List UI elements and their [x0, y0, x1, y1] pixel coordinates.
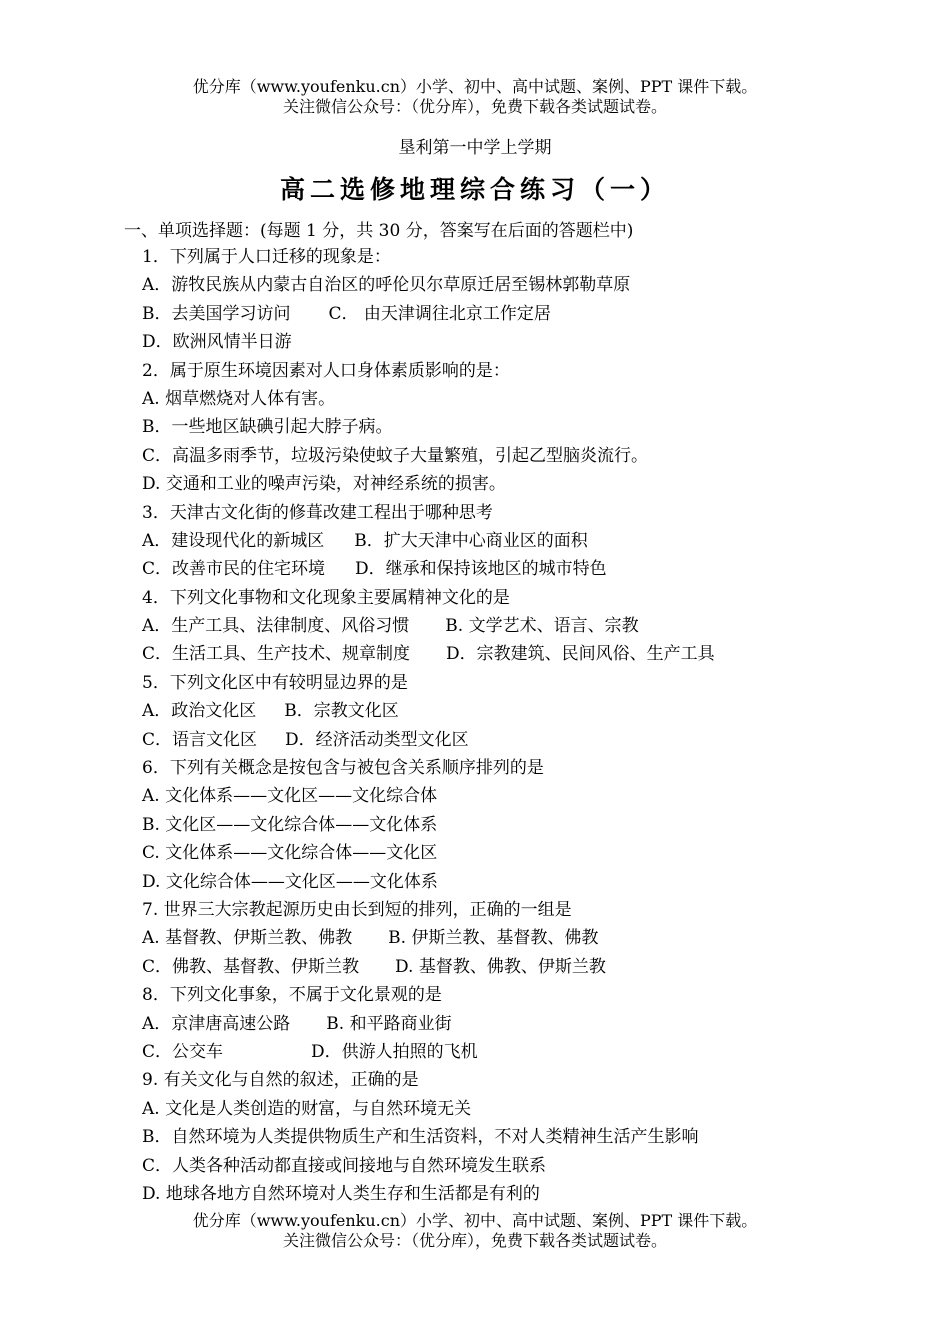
question-8-stem: 8．下列文化事象，不属于文化景观的是	[142, 985, 442, 1006]
question-4-options-ab	[142, 612, 715, 640]
question-2-option-a: A. 烟草燃烧对人体有害。	[142, 388, 336, 409]
question-2-option-b: B．一些地区缺碘引起大脖子病。	[142, 417, 393, 438]
promo-footer	[0, 1211, 950, 1251]
question-7-stem: 7. 世界三大宗教起源历史由长到短的排列，正确的一组是	[142, 899, 572, 920]
question-4-option-d: D．宗教建筑、民间风俗、生产工具	[446, 644, 715, 665]
section-heading: 一、单项选择题：(每题 1 分，共 30 分，答案写在后面的答题栏中)	[124, 221, 634, 241]
question-5-option-c: C．语言文化区	[142, 729, 258, 750]
question-7-option-d: D. 基督教、佛教、伊斯兰教	[395, 956, 606, 977]
promo-header-line-2: 关注微信公众号：（优分库），免费下载各类试题试卷。	[282, 97, 667, 116]
question-1-stem: 1．下列属于人口迁移的现象是：	[142, 247, 391, 267]
question-5-option-d: D．经济活动类型文化区	[285, 729, 469, 750]
question-2-option-d: D. 交通和工业的噪声污染，对神经系统的损害。	[142, 474, 506, 495]
question-3-stem: 3．天津古文化街的修葺改建工程出于哪种思考	[142, 502, 493, 523]
question-3-options-ab	[142, 527, 715, 555]
question-2-option-c: C．高温多雨季节，垃圾污染使蚊子大量繁殖，引起乙型脑炎流行。	[142, 445, 649, 466]
question-1-options-bc	[142, 300, 715, 328]
promo-header-line-1: 优分库（www.youfenku.cn）小学、初中、高中试题、案例、PPT 课件下载。	[192, 77, 758, 96]
question-3-option-c: C．改善市民的住宅环境	[142, 559, 326, 580]
question-5-option-b: B．宗教文化区	[284, 701, 399, 722]
promo-footer-line-1: 优分库（www.youfenku.cn）小学、初中、高中试题、案例、PPT 课件下载。	[192, 1211, 758, 1230]
question-3-option-d: D．继承和保持该地区的城市特色	[355, 559, 607, 580]
question-9-option-d: D. 地球各地方自然环境对人类生存和生活都是有利的	[142, 1183, 540, 1204]
question-7-option-a: A. 基督教、伊斯兰教、佛教	[142, 928, 353, 949]
question-8-option-a: A．京津唐高速公路	[142, 1013, 291, 1034]
question-8-option-c: C．公交车	[142, 1041, 224, 1062]
question-3-option-a: A．建设现代化的新城区	[142, 530, 325, 551]
school-name: 垦利第一中学上学期	[398, 138, 552, 158]
question-5-options-ab	[142, 697, 715, 725]
question-9-option-b: B．自然环境为人类提供物质生产和生活资料，不对人类精神生活产生影响	[142, 1127, 699, 1148]
document-title: 高二选修地理综合练习（一）	[279, 175, 670, 204]
question-6-option-a: A. 文化体系——文化区——文化综合体	[142, 786, 438, 807]
question-8-options-cd	[142, 1038, 715, 1066]
question-8-option-d: D．供游人拍照的飞机	[311, 1041, 478, 1062]
question-4-stem: 4．下列文化事物和文化现象主要属精神文化的是	[142, 587, 510, 608]
question-2-stem: 2．属于原生环境因素对人口身体素质影响的是：	[142, 360, 510, 381]
question-6-option-c: C. 文化体系——文化综合体——文化区	[142, 843, 438, 864]
question-4-option-a: A．生产工具、法律制度、风俗习惯	[142, 616, 410, 637]
question-4-option-b: B. 文学艺术、语言、宗教	[445, 616, 639, 637]
question-4-option-c: C．生活工具、生产技术、规章制度	[142, 644, 411, 665]
promo-header	[0, 77, 950, 117]
question-1-option-d: D．欧洲风情半日游	[142, 332, 292, 353]
question-5-option-a: A．政治文化区	[142, 701, 257, 722]
question-8-option-b: B. 和平路商业街	[326, 1013, 452, 1034]
question-7-option-c: C．佛教、基督教、伊斯兰教	[142, 956, 360, 977]
question-1-option-b: B．去美国学习访问	[142, 303, 291, 324]
question-9-option-c: C．人类各种活动都直接或间接地与自然环境发生联系	[142, 1155, 547, 1176]
question-6-option-d: D. 文化综合体——文化区——文化体系	[142, 871, 438, 892]
question-3-option-b: B．扩大天津中心商业区的面积	[354, 530, 588, 551]
question-list	[142, 243, 715, 1208]
question-7-options-ab	[142, 924, 715, 952]
question-4-options-cd	[142, 640, 715, 668]
question-5-options-cd	[142, 726, 715, 754]
question-7-option-b: B. 伊斯兰教、基督教、佛教	[388, 928, 599, 949]
question-7-options-cd	[142, 953, 715, 981]
question-5-stem: 5．下列文化区中有较明显边界的是	[142, 672, 408, 693]
question-8-options-ab	[142, 1010, 715, 1038]
question-6-stem: 6．下列有关概念是按包含与被包含关系顺序排列的是	[142, 758, 544, 779]
promo-footer-line-2: 关注微信公众号：（优分库），免费下载各类试题试卷。	[282, 1231, 667, 1250]
question-1-option-a: A．游牧民族从内蒙古自治区的呼伦贝尔草原迁居至锡林郭勒草原	[142, 275, 631, 296]
question-3-options-cd	[142, 555, 715, 583]
question-9-stem: 9. 有关文化与自然的叙述，正确的是	[142, 1070, 419, 1091]
question-1-option-c: C． 由天津调往北京工作定居	[328, 303, 551, 324]
question-9-option-a: A. 文化是人类创造的财富，与自然环境无关	[142, 1098, 472, 1119]
question-6-option-b: B. 文化区——文化综合体——文化体系	[142, 814, 438, 835]
